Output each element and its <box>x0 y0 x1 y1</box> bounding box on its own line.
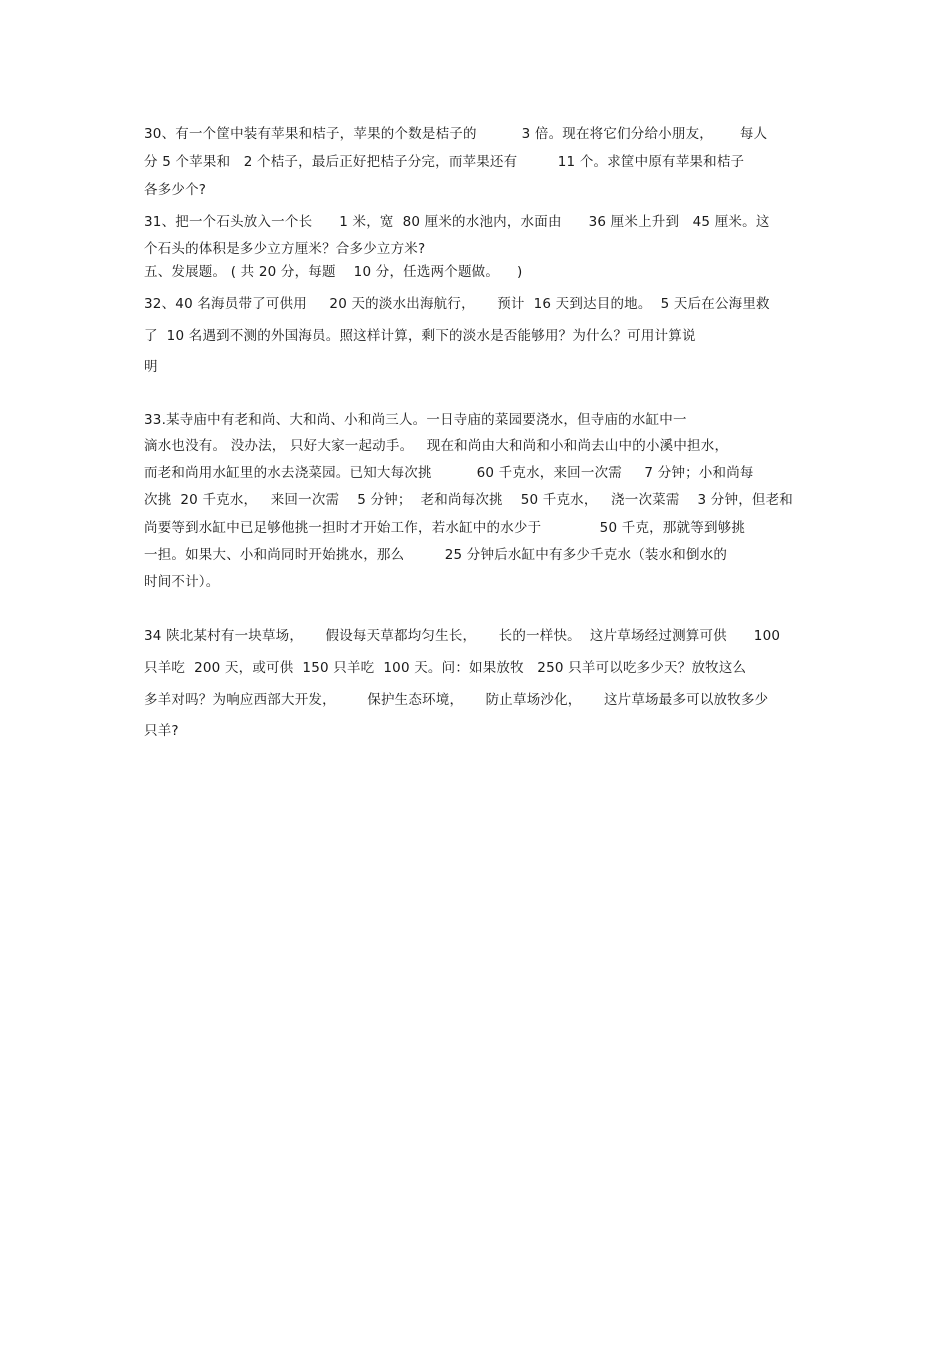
q32-line-1: 32、40 名海员带了可供用 20 天的淡水出海航行， 预计 16 天到达目的地。 5 天后在公海里救 <box>144 296 770 312</box>
section-5-heading: 五、发展题。 ( 共 20 分，每题 10 分，任选两个题做。 ) <box>144 264 523 280</box>
q33-line-6: 一担。如果大、小和尚同时开始挑水，那么 25 分钟后水缸中有多少千克水（装水和倒水的 <box>144 547 728 563</box>
q33-line-7: 时间不计）。 <box>144 574 220 590</box>
q34-line-4: 只羊? <box>144 723 179 739</box>
q31-line-2: 个石头的体积是多少立方厘米？合多少立方米? <box>144 241 426 257</box>
q30-line-1: 30、有一个筐中装有苹果和桔子，苹果的个数是桔子的 3 倍。现在将它们分给小朋友， 每人 <box>144 126 768 142</box>
q34-line-1: 34 陕北某村有一块草场， 假设每天草都均匀生长， 长的一样快。 这片草场经过测算可供 100 <box>144 628 781 644</box>
q33-line-3: 而老和尚用水缸里的水去浇菜园。已知大每次挑 60 千克水，来回一次需 7 分钟；小和尚每 <box>144 465 754 481</box>
q33-line-5: 尚要等到水缸中已足够他挑一担时才开始工作，若水缸中的水少于 50 千克，那就等到够挑 <box>144 520 746 536</box>
q34-line-2: 只羊吃 200 天，或可供 150 只羊吃 100 天。问：如果放牧 250 只羊可以吃多少天？放牧这么 <box>144 660 747 676</box>
q30-line-3: 各多少个? <box>144 182 207 198</box>
q34-line-3: 多羊对吗？为响应西部大开发， 保护生态环境， 防止草场沙化， 这片草场最多可以放牧多少 <box>144 692 769 708</box>
q33-line-4: 次挑 20 千克水， 来回一次需 5 分钟； 老和尚每次挑 50 千克水， 浇一次菜需 3 分钟，但老和 <box>144 492 794 508</box>
q31-line-1: 31、把一个石头放入一个长 1 米，宽 80 厘米的水池内，水面由 36 厘米上升到 45 厘米。这 <box>144 214 770 230</box>
q32-line-2: 了 10 名遇到不测的外国海员。照这样计算，剩下的淡水是否能够用？为什么？可用计算说 <box>144 328 696 344</box>
q32-line-3: 明 <box>144 359 158 375</box>
q30-line-2: 分 5 个苹果和 2 个桔子，最后正好把桔子分完，而苹果还有 11 个。求筐中原有苹果和桔子 <box>144 154 745 170</box>
q33-line-1: 33.某寺庙中有老和尚、大和尚、小和尚三人。一日寺庙的菜园要浇水，但寺庙的水缸中一 <box>144 412 687 428</box>
q33-line-2: 滴水也没有。 没办法， 只好大家一起动手。 现在和尚由大和尚和小和尚去山中的小溪中担水， <box>144 438 729 454</box>
